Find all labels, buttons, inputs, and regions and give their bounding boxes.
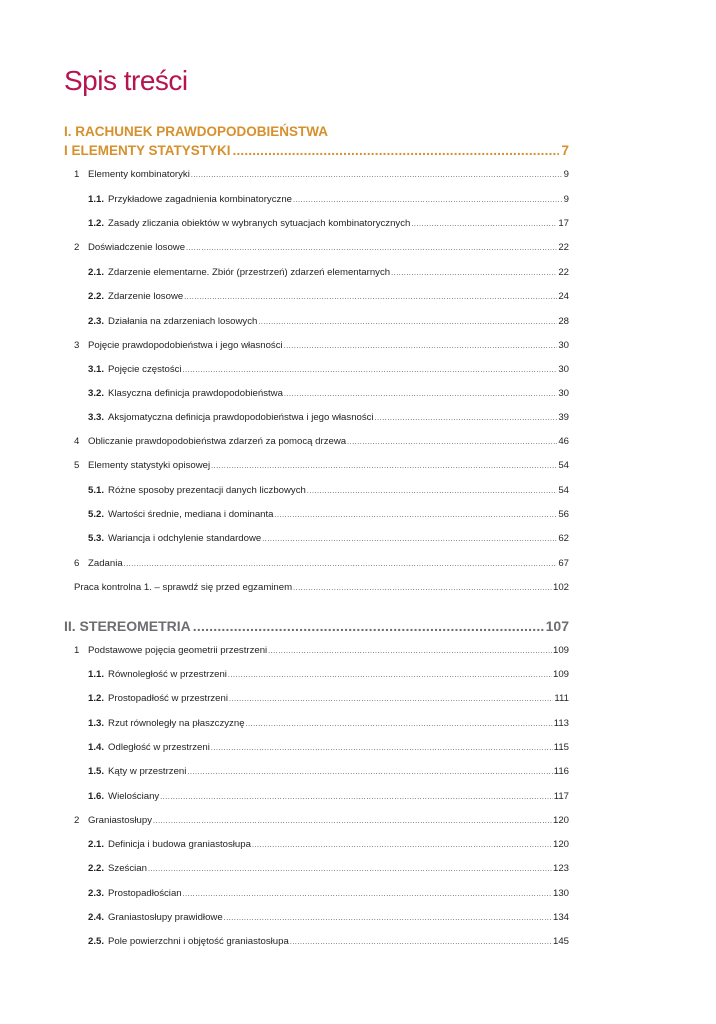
page-number: 22	[558, 242, 569, 253]
toc-entry-subsection[interactable]	[88, 790, 569, 804]
page-number: 109	[552, 669, 569, 680]
entry-title: Odległość w przestrzeni	[108, 742, 210, 753]
page-number: 39	[558, 412, 569, 423]
toc-entry-subsection[interactable]	[88, 911, 569, 925]
subsection-number: 3.3.	[88, 412, 105, 423]
entry-title: Działania na zdarzeniach losowych	[108, 316, 258, 327]
leader-dots	[187, 766, 552, 779]
leader-dots	[293, 582, 552, 595]
page-number: 54	[558, 460, 569, 471]
entry-title: Elementy kombinatoryki	[88, 169, 190, 180]
chapter-number: 1	[74, 169, 80, 180]
toc-entry-chapter[interactable]	[74, 644, 569, 658]
page-number: 130	[552, 888, 569, 899]
entry-title: Wartości średnie, mediana i dominanta	[108, 509, 274, 520]
subsection-number: 1.6.	[88, 791, 105, 802]
subsection-number: 1.2.	[88, 693, 105, 704]
page-number: 56	[558, 509, 569, 520]
chapter-number: 5	[74, 460, 80, 471]
leader-dots	[284, 340, 558, 353]
leader-dots	[262, 533, 557, 546]
subsection-number: 5.2.	[88, 509, 105, 520]
page-number: 111	[554, 693, 569, 704]
entry-title: Klasyczna definicja prawdopodobieństwa	[108, 388, 283, 399]
chapter-number: 4	[74, 436, 80, 447]
page-number: 67	[558, 558, 569, 569]
toc-entry-chapter[interactable]	[74, 339, 569, 353]
entry-title: Obliczanie prawdopodobieństwa zdarzeń za pomocą drzewa	[88, 436, 347, 447]
leader-dots	[228, 669, 552, 682]
subsection-number: 2.2.	[88, 291, 105, 302]
toc-entry-subsection[interactable]	[88, 217, 569, 231]
leader-dots	[191, 169, 563, 182]
toc-entry-subsection[interactable]	[88, 315, 569, 329]
toc-entry-subsection[interactable]	[88, 887, 569, 901]
leader-dots	[347, 436, 557, 449]
entry-title: Zadania	[88, 558, 123, 569]
toc-entry-subsection[interactable]	[88, 290, 569, 304]
leader-dots	[148, 863, 552, 876]
subsection-number: 1.2.	[88, 218, 105, 229]
entry-title: Graniastosłupy prawidłowe	[108, 912, 223, 923]
entry-title: Prostopadłość w przestrzeni	[108, 693, 228, 704]
section-heading-line1: II. STEREOMETRIA	[64, 618, 191, 634]
entry-title: Rzut równoległy na płaszczyznę	[108, 718, 245, 729]
leader-dots	[183, 364, 558, 377]
subsection-number: 5.3.	[88, 533, 105, 544]
page-number: 62	[558, 533, 569, 544]
entry-title: Pojęcie prawdopodobieństwa i jego własności	[88, 340, 283, 351]
leader-dots	[284, 388, 557, 401]
page-number: 102	[552, 582, 569, 593]
entry-title: Definicja i budowa graniastosłupa	[108, 839, 251, 850]
toc-entry-subsection[interactable]	[88, 508, 569, 522]
toc-entry-subsection[interactable]	[88, 935, 569, 949]
leader-dots	[268, 645, 552, 658]
entry-title: Zdarzenie losowe	[108, 291, 184, 302]
entry-title: Zdarzenie elementarne. Zbiór (przestrzeń) zdarzeń elementarnych	[108, 267, 391, 278]
leader-dots	[275, 509, 558, 522]
page-number: 134	[552, 912, 569, 923]
leader-dots	[258, 316, 557, 329]
entry-title: Prostopadłościan	[108, 888, 182, 899]
entry-title: Sześcian	[108, 863, 147, 874]
toc-entry-chapter[interactable]	[74, 814, 569, 828]
page-number: 109	[552, 645, 569, 656]
page-number: 22	[558, 267, 569, 278]
subsection-number: 3.2.	[88, 388, 105, 399]
subsection-number: 2.3.	[88, 888, 105, 899]
page-title: Spis treści	[64, 65, 188, 96]
entry-title: Graniastosłupy	[88, 815, 152, 826]
subsection-number: 2.1.	[88, 267, 105, 278]
toc-entry-subsection[interactable]	[88, 363, 569, 377]
page-number: 17	[558, 218, 569, 229]
chapter-number: 6	[74, 558, 80, 569]
entry-title: Wielościany	[108, 791, 160, 802]
page-number: 46	[558, 436, 569, 447]
section-heading-1[interactable]	[64, 122, 569, 160]
toc-entry-subsection[interactable]	[88, 193, 569, 207]
toc-entry-chapter[interactable]	[74, 557, 569, 571]
toc-entry-subsection[interactable]	[88, 484, 569, 498]
leader-dots	[224, 912, 552, 925]
section-heading-2[interactable]	[64, 617, 569, 636]
chapter-number: 2	[74, 815, 80, 826]
entry-title: Wariancja i odchylenie standardowe	[108, 533, 262, 544]
leader-dots	[229, 693, 553, 706]
leader-dots	[211, 460, 557, 473]
page-number: 9	[563, 194, 569, 205]
toc-entry-subsection[interactable]	[88, 411, 569, 425]
subsection-number: 2.1.	[88, 839, 105, 850]
page-number: 30	[558, 388, 569, 399]
page-number: 28	[558, 316, 569, 327]
subsection-number: 1.3.	[88, 718, 105, 729]
toc-entry-subsection[interactable]	[88, 717, 569, 731]
leader-dots	[290, 936, 552, 949]
toc-entry-chapter[interactable]	[74, 459, 569, 473]
toc-entry-subsection[interactable]	[88, 668, 569, 682]
subsection-number: 2.2.	[88, 863, 105, 874]
leader-dots	[160, 791, 553, 804]
leader-dots	[184, 291, 557, 304]
entry-title: Kąty w przestrzeni	[108, 766, 187, 777]
page-number: 116	[553, 766, 569, 777]
leader-dots	[252, 839, 552, 852]
toc-entry-subsection[interactable]	[88, 387, 569, 401]
section-heading-line2: I ELEMENTY STATYSTYKI	[64, 143, 231, 158]
toc-entry-subsection[interactable]	[88, 765, 569, 779]
subsection-number: 2.4.	[88, 912, 105, 923]
section-page-number: 7	[561, 143, 569, 158]
leader-dots	[124, 558, 558, 571]
toc-entry-subsection[interactable]	[88, 838, 569, 852]
page-number: 24	[558, 291, 569, 302]
leader-dots	[375, 412, 558, 425]
entry-title: Pojęcie częstości	[108, 364, 182, 375]
subsection-number: 2.3.	[88, 316, 105, 327]
toc-entry-subsection[interactable]	[88, 862, 569, 876]
subsection-number: 3.1.	[88, 364, 105, 375]
toc-entry-chapter[interactable]	[74, 241, 569, 255]
toc-entry-subsection[interactable]	[88, 741, 569, 755]
chapter-number: 3	[74, 340, 80, 351]
leader-dots	[391, 267, 557, 280]
leader-dots	[307, 485, 557, 498]
leader-dots	[233, 141, 560, 160]
subsection-number: 5.1.	[88, 485, 105, 496]
toc-entry-subsection[interactable]	[88, 532, 569, 546]
chapter-number: 2	[74, 242, 80, 253]
entry-title: Praca kontrolna 1. – sprawdź się przed egzaminem	[74, 582, 293, 593]
entry-title: Równoległość w przestrzeni	[108, 669, 227, 680]
leader-dots	[211, 742, 553, 755]
leader-dots	[153, 815, 552, 828]
page-number: 115	[553, 742, 569, 753]
section-heading-line1: I. RACHUNEK PRAWDOPODOBIEŃSTWA	[64, 124, 329, 139]
leader-dots	[193, 617, 544, 636]
toc-entry-subsection[interactable]	[88, 266, 569, 280]
entry-title: Doświadczenie losowe	[88, 242, 186, 253]
leader-dots	[186, 242, 557, 255]
entry-title: Podstawowe pojęcia geometrii przestrzeni	[88, 645, 268, 656]
subsection-number: 2.5.	[88, 936, 105, 947]
entry-title: Zasady zliczania obiektów w wybranych sytuacjach kombinatorycznych	[108, 218, 411, 229]
leader-dots	[411, 218, 557, 231]
page-number: 120	[552, 839, 569, 850]
subsection-number: 1.4.	[88, 742, 105, 753]
page-number: 30	[558, 340, 569, 351]
toc-entry-test[interactable]	[74, 581, 569, 595]
page-number: 54	[558, 485, 569, 496]
entry-title: Aksjomatyczna definicja prawdopodobieństwa i jego własności	[108, 412, 374, 423]
chapter-number: 1	[74, 645, 80, 656]
leader-dots	[183, 888, 552, 901]
section-page-number: 107	[545, 618, 569, 634]
entry-title: Elementy statystyki opisowej	[88, 460, 211, 471]
toc-entry-subsection[interactable]	[88, 692, 569, 706]
page-number: 120	[552, 815, 569, 826]
subsection-number: 1.1.	[88, 669, 105, 680]
toc-entry-chapter[interactable]	[74, 435, 569, 449]
entry-title: Przykładowe zagadnienia kombinatoryczne	[108, 194, 292, 205]
leader-dots	[293, 194, 563, 207]
leader-dots	[246, 718, 553, 731]
page-number: 30	[558, 364, 569, 375]
toc-entry-chapter[interactable]	[74, 168, 569, 182]
page-number: 123	[552, 863, 569, 874]
subsection-number: 1.1.	[88, 194, 105, 205]
page-number: 113	[553, 718, 569, 729]
entry-title: Różne sposoby prezentacji danych liczbowych	[108, 485, 306, 496]
page-number: 145	[552, 936, 569, 947]
page-number: 117	[553, 791, 569, 802]
page-number: 9	[563, 169, 569, 180]
entry-title: Pole powierzchni i objętość graniastosłupa	[108, 936, 289, 947]
subsection-number: 1.5.	[88, 766, 105, 777]
